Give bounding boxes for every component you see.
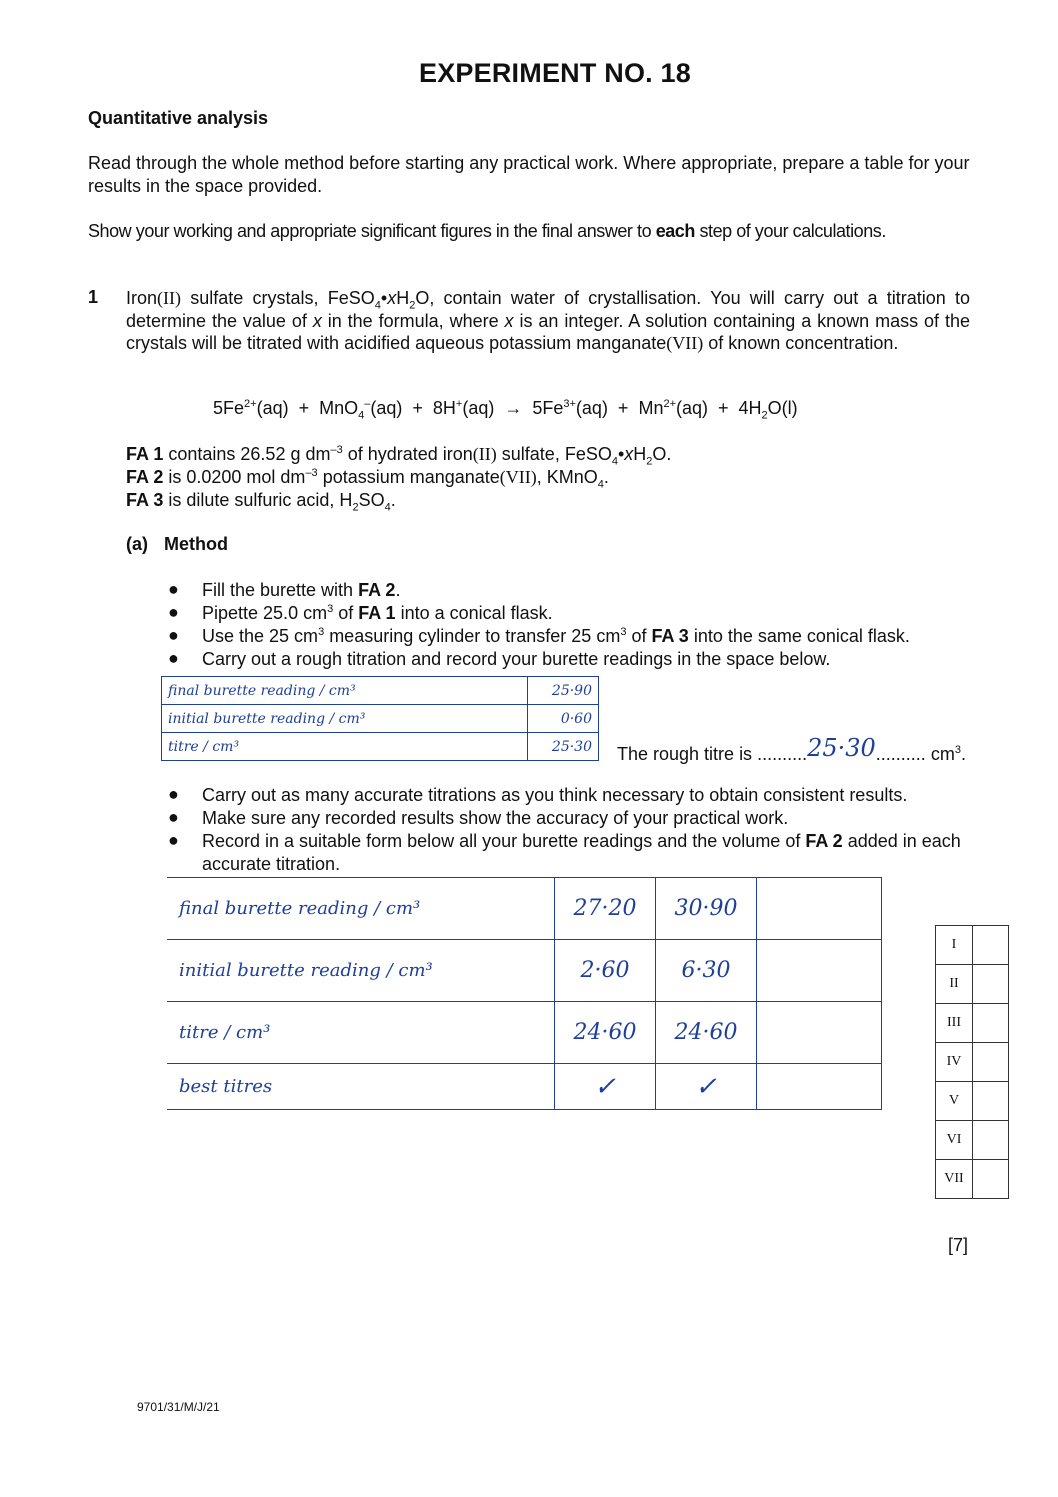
mark-grid	[935, 925, 1009, 1199]
table-row	[167, 1002, 882, 1064]
footer-code: 9701/31/M/J/21	[137, 1400, 220, 1414]
reagent-fa2: FA 2 is 0.0200 mol $dm^{-3}$ potassium manganate(VII), KMnO$_4$.	[126, 467, 609, 491]
table-row	[162, 677, 599, 705]
reagent-fa1: FA 1 contains 26.52 g $dm^{-3}$ of hydrated iron(II) sulfate, $FeSO_4•xH_2O$.	[126, 444, 672, 468]
rough-titration-table	[161, 676, 599, 761]
mark-label: IV	[936, 1043, 973, 1082]
bullet: ●	[168, 807, 179, 827]
accurate-row-label: titre / cm³	[167, 1002, 555, 1064]
rough-row-value: 25·30	[528, 733, 599, 761]
accurate-cell	[757, 1002, 882, 1064]
method-step-4: Carry out a rough titration and record your burette readings in the space below.	[202, 649, 831, 669]
mark-box	[973, 1121, 1009, 1160]
accurate-cell: 2·60	[555, 940, 656, 1002]
mark-label: V	[936, 1082, 973, 1121]
method-heading: Method	[164, 534, 228, 554]
method-step-1: Fill the burette with FA 2.	[202, 580, 401, 600]
accurate-titration-table	[167, 877, 882, 1110]
mark-label: I	[936, 926, 973, 965]
accurate-cell	[757, 1064, 882, 1110]
mark-box	[973, 1160, 1009, 1199]
method-step-3: Use the 25 $cm^3$ measuring cylinder to transfer 25 $cm^3$ of FA 3 into the same conical flask.	[202, 626, 910, 646]
bullet: ●	[168, 602, 179, 622]
table-row	[936, 1004, 1009, 1043]
reagent-fa3: FA 3 is dilute sulfuric acid, $H_2SO_4$.	[126, 490, 396, 514]
table-row	[167, 1064, 882, 1110]
mark-box	[973, 1082, 1009, 1121]
total-marks: [7]	[948, 1235, 969, 1255]
table-row	[936, 965, 1009, 1004]
accurate-cell	[757, 878, 882, 940]
accurate-row-label: initial burette reading / cm³	[167, 940, 555, 1002]
method-step-2: Pipette 25.0 $cm^3$ of FA 1 into a conical flask.	[202, 603, 553, 623]
accurate-cell: 30·90	[656, 878, 757, 940]
rough-titre-line: The rough titre is ..........25·30.......... $cm^3$.	[617, 734, 966, 764]
check-mark: ✓	[656, 1064, 757, 1110]
table-row	[167, 940, 882, 1002]
accurate-cell: 24·60	[656, 1002, 757, 1064]
accurate-cell	[757, 940, 882, 1002]
question-number: 1	[88, 287, 99, 307]
bullet: ●	[168, 784, 179, 804]
mark-label: VII	[936, 1160, 973, 1199]
rough-row-label: final burette reading / cm³	[162, 677, 528, 705]
table-row	[936, 1160, 1009, 1199]
mark-label: II	[936, 965, 973, 1004]
intro-paragraph: Read through the whole method before starting any practical work. Where appropriate, prepare a table for your results in the space provided.	[88, 153, 970, 196]
bullet: ●	[168, 625, 179, 645]
method-step-7: Record in a suitable form below all your burette readings and the volume of FA 2 added in each accurate titration.	[202, 831, 961, 874]
mark-label: III	[936, 1004, 973, 1043]
rough-row-value: 0·60	[528, 705, 599, 733]
mark-box	[973, 1004, 1009, 1043]
accurate-cell: 6·30	[656, 940, 757, 1002]
check-mark: ✓	[555, 1064, 656, 1110]
reaction-equation: $5Fe^{2+}(aq) + MnO_4^-(aq) + 8H^+(aq) \to 5Fe^{3+}(aq) + Mn^{2+}(aq) + 4H_2O(l)$	[213, 398, 798, 422]
accurate-row-label: final burette reading / cm³	[167, 878, 555, 940]
mark-box	[973, 1043, 1009, 1082]
table-row	[936, 1121, 1009, 1160]
accurate-cell: 27·20	[555, 878, 656, 940]
table-row	[936, 1043, 1009, 1082]
rough-row-value: 25·90	[528, 677, 599, 705]
accurate-cell: 24·60	[555, 1002, 656, 1064]
intro-paragraph-2: Show your working and appropriate significant figures in the final answer to each step of your calculations.	[88, 221, 886, 241]
table-row	[936, 926, 1009, 965]
mark-label: VI	[936, 1121, 973, 1160]
rough-row-label: titre / cm³	[162, 733, 528, 761]
page-title: EXPERIMENT NO. 18	[419, 58, 691, 88]
table-row	[167, 878, 882, 940]
bullet: ●	[168, 830, 179, 850]
table-row	[162, 705, 599, 733]
section-heading: Quantitative analysis	[88, 108, 269, 128]
mark-box	[973, 965, 1009, 1004]
question-text: Iron(II) sulfate crystals, $FeSO_4•xH_2O$, contain water of crystallisation. You will carry out a titration to determine the value of x in the formula, where x is an integer. A solution containing a known mass of the crystals will be titrated with acidified aqueous potassium manganate(VII) of known concentration.	[126, 288, 970, 353]
accurate-row-label: best titres	[167, 1064, 555, 1110]
rough-row-label: initial burette reading / cm³	[162, 705, 528, 733]
method-step-5: Carry out as many accurate titrations as you think necessary to obtain consistent results.	[202, 785, 908, 805]
method-step-6: Make sure any recorded results show the accuracy of your practical work.	[202, 808, 789, 828]
table-row	[162, 733, 599, 761]
mark-box	[973, 926, 1009, 965]
table-row	[936, 1082, 1009, 1121]
method-part-label: (a)	[126, 534, 148, 554]
rough-titre-value: 25·30	[807, 734, 876, 762]
bullet: ●	[168, 648, 179, 668]
bullet: ●	[168, 579, 179, 599]
